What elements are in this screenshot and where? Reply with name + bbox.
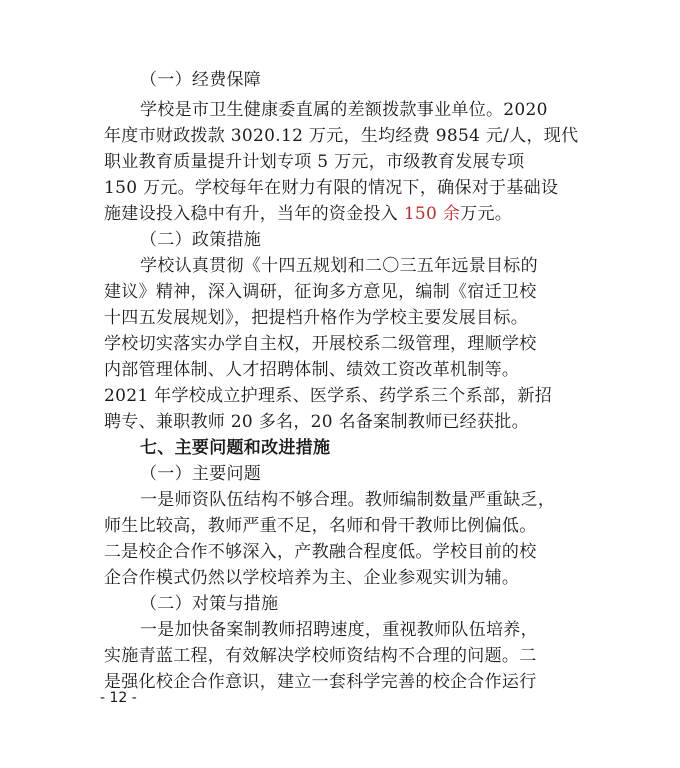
paragraph-line: 2021 年学校成立护理系、医学系、药学系三个系部，新招 xyxy=(104,386,553,406)
section-policy-heading: （二）政策措施 xyxy=(140,230,262,250)
paragraph-text: 万元。 xyxy=(460,204,513,224)
paragraph-line: 学校认真贯彻《十四五规划和二〇三五年远景目标的 xyxy=(140,256,538,276)
section-funding-heading: （一）经费保障 xyxy=(140,70,262,90)
paragraph-line: 一是师资队伍结构不够合理。教师编制数量严重缺乏， xyxy=(140,490,556,510)
paragraph-line: 建议》精神，深入调研，征询多方意见，编制《宿迁卫校 xyxy=(104,282,537,302)
paragraph-line: 职业教育质量提升计划专项 5 万元，市级教育发展专项 xyxy=(104,152,525,172)
paragraph-line: 一是加快备案制教师招聘速度，重视教师队伍培养， xyxy=(140,620,538,640)
paragraph-line: 年度市财政拨款 3020.12 万元，生均经费 9854 元/人，现代 xyxy=(104,126,579,146)
paragraph-line: 十四五发展规划》，把提档升格作为学校主要发展目标。 xyxy=(104,308,528,328)
section-measures-heading: （二）对策与措施 xyxy=(140,594,279,614)
paragraph-line: 聘专、兼职教师 20 多名，20 名备案制教师已经获批。 xyxy=(104,412,529,432)
paragraph-line: 实施青蓝工程，有效解决学校师资结构不合理的问题。二 xyxy=(104,646,537,666)
paragraph-line: 内部管理体制、人才招聘体制、绩效工资改革机制等。 xyxy=(104,360,520,380)
paragraph-line: 企合作模式仍然以学校培养为主、企业参观实训为辅。 xyxy=(104,568,520,588)
chapter-seven-heading: 七、主要问题和改进措施 xyxy=(140,438,331,458)
paragraph-line: 是强化校企合作意识，建立一套科学完善的校企合作运行 xyxy=(104,672,537,692)
section-problems-heading: （一）主要问题 xyxy=(140,464,262,484)
paragraph-line: 学校切实落实办学自主权，开展校系二级管理，理顺学校 xyxy=(104,334,537,354)
paragraph-line: 师生比较高，教师严重不足，名师和骨干教师比例偏低。 xyxy=(104,516,537,536)
paragraph-line: 150 万元。学校每年在财力有限的情况下，确保对于基础设 xyxy=(104,178,559,198)
paragraph-line: 二是校企合作不够深入，产教融合程度低。学校目前的校 xyxy=(104,542,537,562)
highlight-amount: 150 余 xyxy=(403,204,461,224)
paragraph-line xyxy=(104,202,512,226)
paragraph-text: 施建设投入稳中有升，当年的资金投入 xyxy=(104,204,404,224)
paragraph-line: 学校是市卫生健康委直属的差额拨款事业单位。2020 xyxy=(140,100,548,120)
page-number: - 12 - xyxy=(100,690,137,706)
